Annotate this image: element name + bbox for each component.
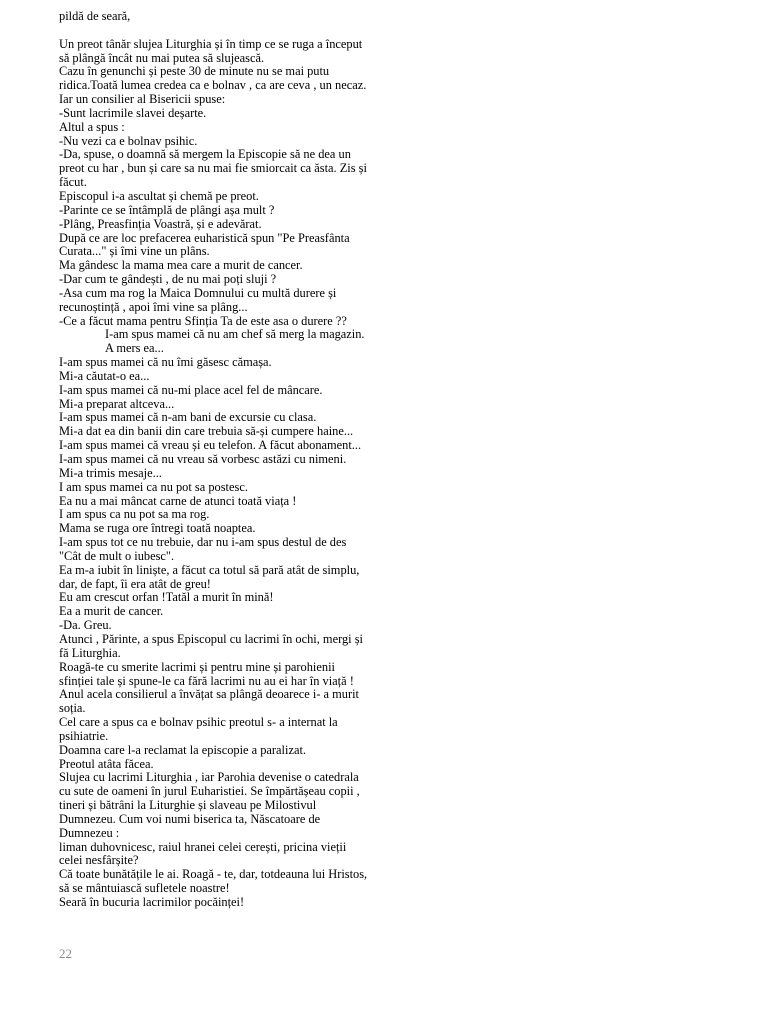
text-line: Doamna care l-a reclamat la episcopie a paralizat. bbox=[59, 742, 306, 757]
text-line: -Ce a făcut mama pentru Sfinția Ta de este asa o durere ?? bbox=[59, 313, 347, 328]
text-line: cu sute de oameni în jurul Euharistiei. Se împărtășeau copii , bbox=[59, 784, 360, 799]
text-line: I-am spus mamei că nu am chef să merg la magazin. bbox=[105, 327, 365, 342]
text-line: dar, de fapt, îi era atât de greu! bbox=[59, 576, 211, 591]
text-line: -Dar cum te gândești , de nu mai poți sluji ? bbox=[59, 272, 277, 287]
text-line: Ea nu a mai mâncat carne de atunci toată viața ! bbox=[59, 493, 297, 508]
text-line: făcut. bbox=[59, 175, 87, 190]
text-line: tineri și bătrâni la Liturghie și slaveau pe Milostivul bbox=[59, 798, 317, 813]
text-line: liman duhovnicesc, raiul hranei celei cerești, pricina vieții bbox=[59, 839, 347, 854]
text-line: psihiatrie. bbox=[59, 728, 109, 743]
text-line: Mi-a preparat altceva... bbox=[59, 396, 175, 411]
text-line: I-am spus mamei că nu îmi găsesc cămașa. bbox=[59, 355, 272, 370]
text-line: Mi-a căutat-o ea... bbox=[59, 368, 150, 383]
text-line: -Da. Greu. bbox=[59, 618, 112, 633]
text-line: -Asa cum ma rog la Maica Domnului cu multă durere și bbox=[59, 285, 337, 300]
blank-line bbox=[59, 24, 399, 38]
text-line: Mi-a trimis mesaje... bbox=[59, 465, 162, 480]
text-line: Ea a murit de cancer. bbox=[59, 604, 164, 619]
text-line: pildă de seară, bbox=[59, 9, 131, 23]
text-line: Episcopul i-a ascultat și chemă pe preot. bbox=[59, 188, 259, 203]
text-line: Ea m-a iubit în liniște, a făcut ca totul să pară atât de simplu, bbox=[59, 562, 360, 577]
text-line: să se mântuiască sufletele noastre! bbox=[59, 881, 230, 896]
text-line: sfinției tale și spune-le ca fără lacrimi nu au ei har în viață ! bbox=[59, 673, 354, 688]
text-line: celei nesfârșite? bbox=[59, 853, 139, 868]
text-line: I-am spus tot ce nu trebuie, dar nu i-am spus destul de des bbox=[59, 535, 347, 550]
text-line: Anul acela consilierul a învățat sa plângă deoarece i- a murit bbox=[59, 687, 359, 702]
text-line: I-am spus mamei că vreau și eu telefon. A făcut abonament... bbox=[59, 438, 362, 453]
text-line: I am spus ca nu pot sa ma rog. bbox=[59, 507, 210, 522]
text-line: Preotul atâta făcea. bbox=[59, 756, 154, 771]
text-line: ridica.Toată lumea credea ca e bolnav , ca are ceva , un necaz. bbox=[59, 78, 367, 93]
page-number: 22 bbox=[59, 946, 72, 961]
text-line: Roagă-te cu smerite lacrimi și pentru mine și parohienii bbox=[59, 659, 335, 674]
text-line: Iar un consilier al Bisericii spuse: bbox=[59, 92, 226, 107]
text-line: Eu am crescut orfan !Tatăl a murit în mină! bbox=[59, 590, 274, 605]
text-line: soția. bbox=[59, 701, 86, 716]
text-line: A mers ea... bbox=[105, 341, 164, 356]
text-line: Cel care a spus ca e bolnav psihic preotul s- a internat la bbox=[59, 715, 338, 730]
text-line: Curata..." și îmi vine un plâns. bbox=[59, 244, 210, 259]
text-line: să plângă încât nu mai putea să slujească. bbox=[59, 50, 265, 65]
text-line: Altul a spus : bbox=[59, 119, 125, 134]
text-line: După ce are loc prefacerea euharistică spun "Pe Preasfânta bbox=[59, 230, 350, 245]
text-line: -Sunt lacrimile slavei deșarte. bbox=[59, 105, 207, 120]
text-line: Că toate bunătățile le ai. Roagă - te, dar, totdeauna lui Hristos, bbox=[59, 867, 368, 882]
text-line: fă Liturghia. bbox=[59, 645, 121, 660]
text-line: I am spus mamei ca nu pot sa postesc. bbox=[59, 479, 248, 494]
text-line: Mi-a dat ea din banii din care trebuia să-și cumpere haine... bbox=[59, 424, 354, 439]
text-line: I-am spus mamei că nu-mi place acel fel de mâncare. bbox=[59, 382, 323, 397]
text-line: -Nu vezi ca e bolnav psihic. bbox=[59, 133, 198, 148]
text-line: Mama se ruga ore întregi toată noaptea. bbox=[59, 521, 256, 536]
text-line: -Da, spuse, o doamnă să mergem la Episcopie să ne dea un bbox=[59, 147, 351, 162]
text-line: Cazu în genunchi și peste 30 de minute nu se mai putu bbox=[59, 64, 330, 79]
text-line: Dumnezeu : bbox=[59, 825, 120, 840]
text-line: Atunci , Părinte, a spus Episcopul cu lacrimi în ochi, mergi și bbox=[59, 631, 363, 646]
text-line: Seară în bucuria lacrimilor pocăinței! bbox=[59, 895, 245, 909]
document-body bbox=[59, 10, 399, 910]
text-line: -Parinte ce se întâmplă de plângi așa mult ? bbox=[59, 202, 275, 217]
text-line: I-am spus mamei că nu vreau să vorbesc astăzi cu nimeni. bbox=[59, 452, 347, 466]
text-line: -Plâng, Preasfinția Voastră, și e adevărat. bbox=[59, 216, 262, 231]
text-line: "Cât de mult o iubesc". bbox=[59, 548, 175, 563]
text-line: I-am spus mamei că n-am bani de excursie cu clasa. bbox=[59, 410, 317, 425]
text-line: recunoștință , apoi îmi vine sa plâng... bbox=[59, 299, 248, 314]
text-line: Ma gândesc la mama mea care a murit de cancer. bbox=[59, 258, 303, 273]
text-line: preot cu har , bun și care sa nu mai fie smiorcait ca ăsta. Zis și bbox=[59, 161, 367, 176]
text-line: Slujea cu lacrimi Liturghia , iar Parohia devenise o catedrala bbox=[59, 770, 359, 785]
text-line: Un preot tânăr slujea Liturghia și în timp ce se ruga a început bbox=[59, 36, 363, 51]
text-line: Dumnezeu. Cum voi numi biserica ta, Născatoare de bbox=[59, 811, 321, 826]
